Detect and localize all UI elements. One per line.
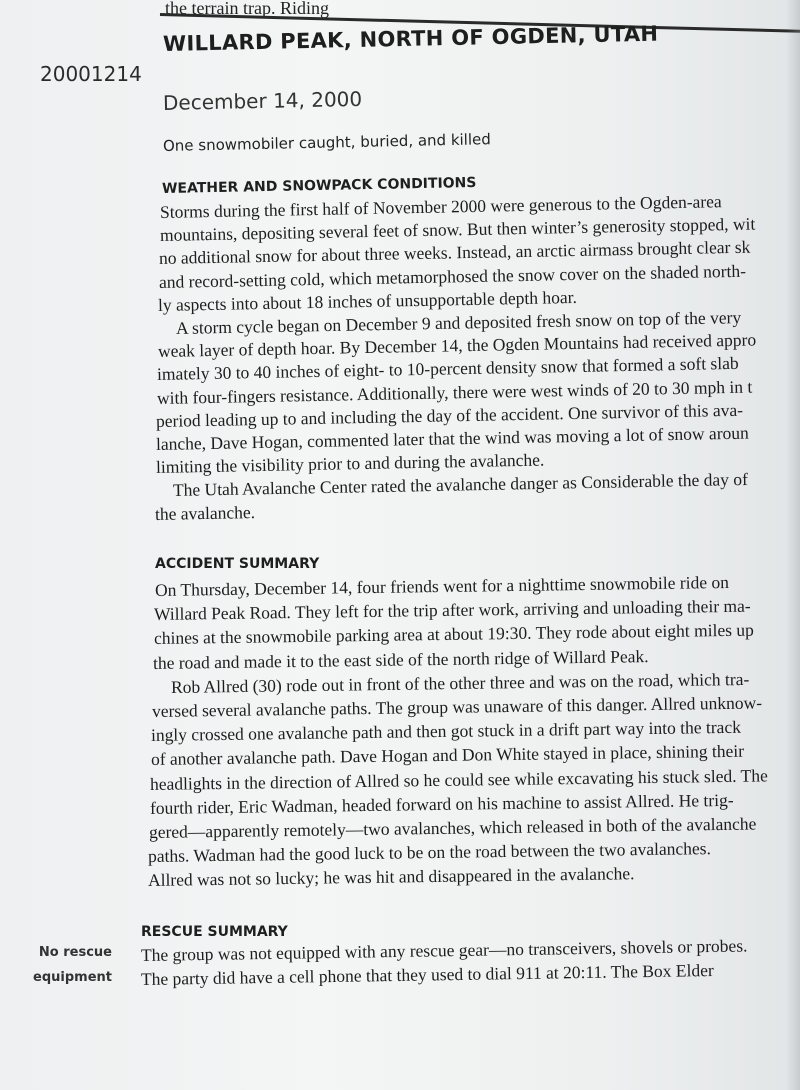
accident-heading: ACCIDENT SUMMARY [155,556,320,572]
weather-line: limiting the visibility prior to and during the avalanche. [155,449,545,478]
accident-line: gered—apparently remotely—two avalanches, which released in both of the avalanche [148,813,757,842]
weather-line: no additional snow for about three weeks. Instead, an arctic airmass brought clear sk [158,237,751,269]
page-id: 20001214 [40,62,142,86]
margin-note-line2: equipment [33,970,112,985]
weather-line: weak layer of depth hoar. By December 14, the Ogden Mountains had received appro [157,329,756,362]
weather-heading: WEATHER AND SNOWPACK CONDITIONS [161,174,477,198]
accident-line: Allred was not so lucky; he was hit and disappeared in the avalanche. [147,863,635,891]
incident-summary: One snowmobiler caught, buried, and killed [162,130,491,155]
weather-line: period leading up to and including the day of the accident. One survivor of this ava- [156,399,744,431]
weather-line: imately 30 to 40 inches of eight- to 10-percent density snow that formed a soft slab [156,353,740,385]
rescue-heading: RESCUE SUMMARY [141,924,288,940]
incident-date: December 14, 2000 [162,86,363,115]
page-edge-shadow [786,0,800,1090]
rescue-line: The party did have a cell phone that they used to dial 911 at 20:11. The Box Elder [140,960,714,989]
rescue-line: The group was not equipped with any rescue gear—no transceivers, shovels or probes. [140,935,748,965]
weather-line: Storms during the first half of November 2000 were generous to the Ogden-area [159,191,722,222]
accident-line: versed several avalanche paths. The group was unaware of this danger. Allred unknow- [151,692,763,721]
weather-line: the avalanche. [154,501,256,524]
weather-line: ly aspects into about 18 inches of unsupportable depth hoar. [158,286,578,315]
margin-note-line1: No rescue [38,945,112,960]
weather-line: The Utah Avalanche Center rated the avalanche danger as Considerable the day of [172,469,749,501]
accident-line: ingly crossed one avalanche path and then got stuck in a drift part way into the track [151,716,742,746]
accident-line: chines at the snowmobile parking area at about 19:30. They rode about eight miles up [153,620,754,649]
accident-line: headlights in the direction of Allred so he could see while excavating his stuck sled. The [150,764,769,794]
accident-line: of another avalanche path. Dave Hogan and Don White stayed in place, shining their [150,741,744,770]
accident-line: Rob Allred (30) rode out in front of the other three and was on the road, which tra- [170,668,749,697]
weather-line: and record-setting cold, which metamorphosed the snow cover on the shaded north- [158,260,746,292]
accident-line: the road and made it to the east side of the north ridge of Willard Peak. [153,645,649,673]
weather-line: mountains, depositing several feet of snow. But then winter’s generosity stopped, wit [159,213,756,246]
accident-line: paths. Wadman had the good luck to be on the road between the two avalanches. [148,838,712,867]
weather-line: with four-fingers resistance. Additionally, there were west winds of 20 to 30 mph in t [156,376,753,408]
top-bleed-text: the terrain trap. Riding [165,0,329,18]
accident-line: On Thursday, December 14, four friends went for a nighttime snowmobile ride on [154,571,730,600]
weather-line: lanche, Dave Hogan, commented later that the wind was moving a lot of snow aroun [155,422,749,454]
article-body [140,0,800,1090]
accident-line: Willard Peak Road. They left for the trip after work, arriving and unloading their ma- [154,595,752,625]
accident-line: fourth rider, Eric Wadman, headed forward on his machine to assist Allred. He trig- [149,789,734,818]
page-title: WILLARD PEAK, NORTH OF OGDEN, UTAH [162,21,659,56]
weather-line: A storm cycle began on December 9 and deposited fresh snow on top of the very [175,307,742,338]
